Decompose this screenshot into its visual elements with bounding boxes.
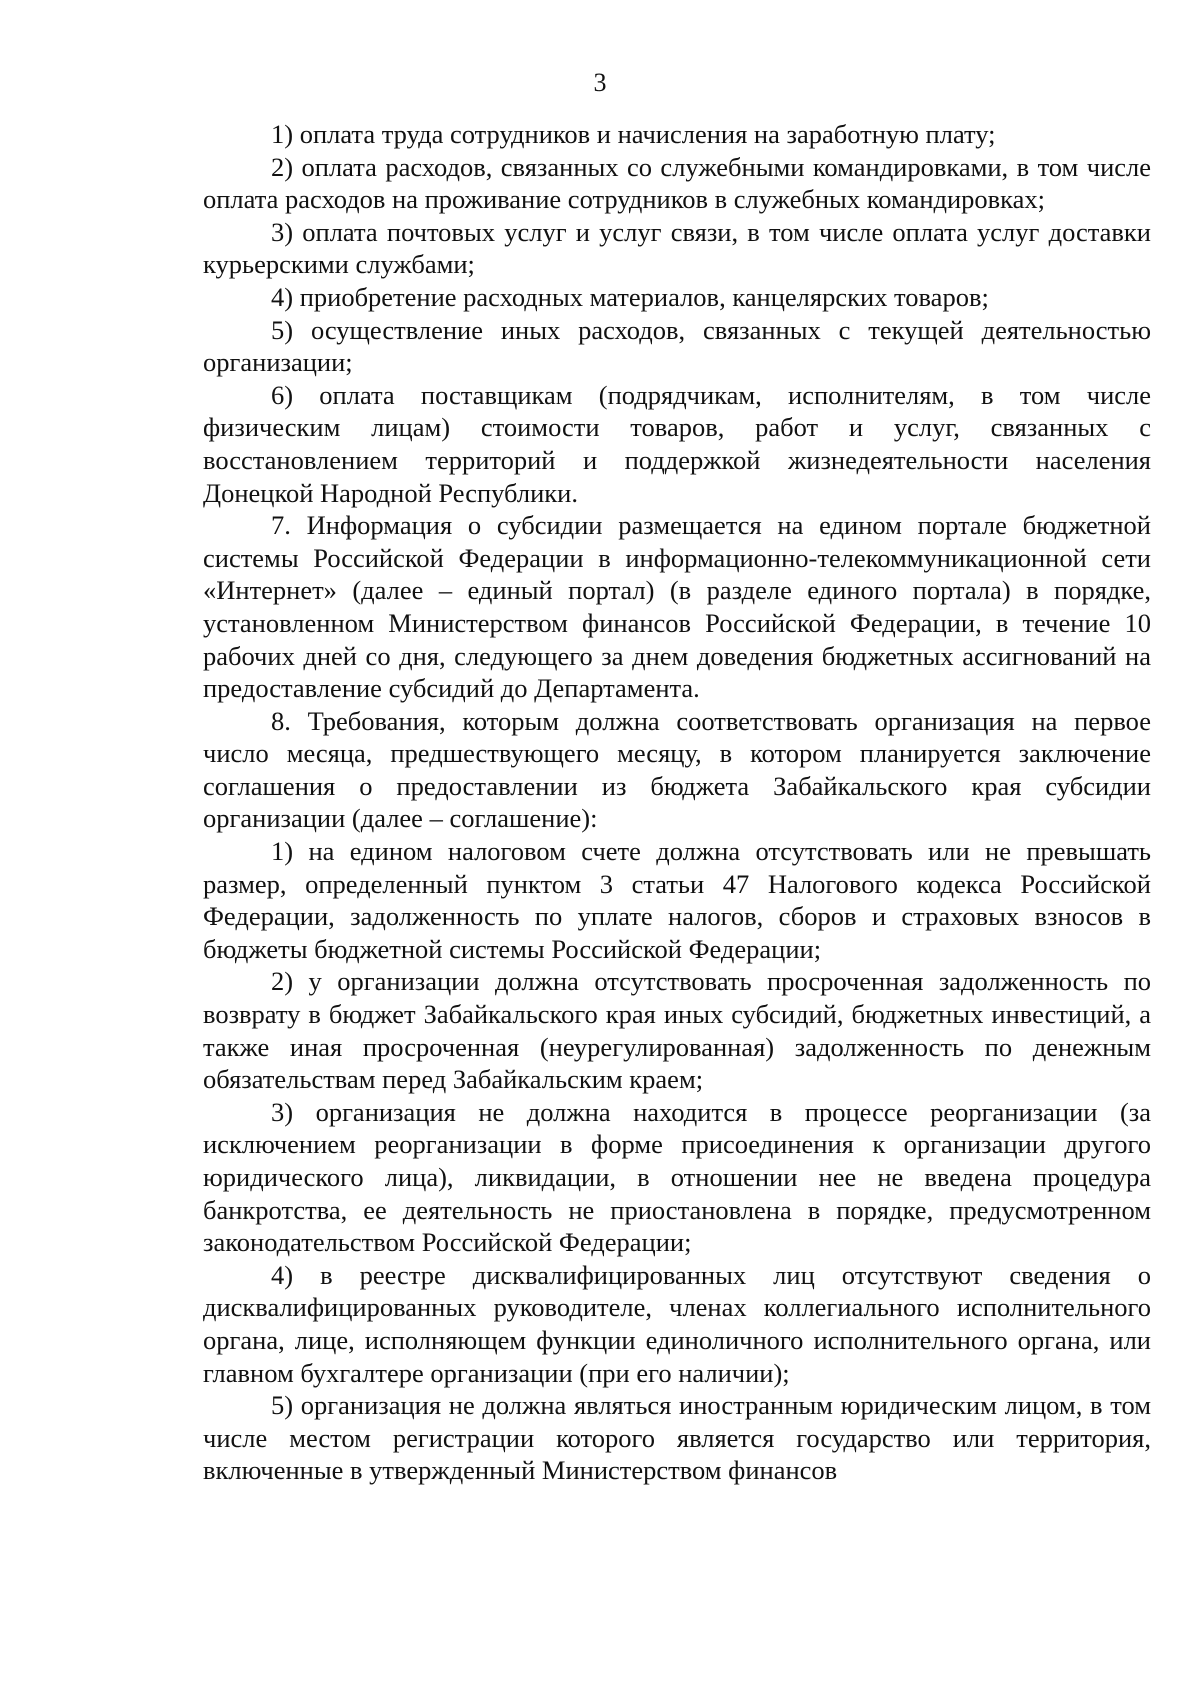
- paragraph-requirement-1: 1) на едином налоговом счете должна отсутствовать или не превышать размер, определенный пунктом 3 статьи 47 Налогового кодекса Российской Федерации, задолженность по уплате налогов, сборов и страховых взносов в бюджеты бюджетной системы Российской Федерации;: [203, 836, 1151, 964]
- document-body: [203, 118, 1151, 1487]
- paragraph-requirement-2: 2) у организации должна отсутствовать просроченная задолженность по возврату в бюджет Забайкальского края иных субсидий, бюджетных инвестиций, а также иная просроченная (неурегулированная) задолженность по денежным обязательствам перед Забайкальским краем;: [203, 966, 1151, 1095]
- page-number: 3: [593, 68, 607, 97]
- paragraph-clause-7: 7. Информация о субсидии размещается на едином портале бюджетной системы Российской Федерации в информационно-телекоммуникационной сети «Интернет» (далее – единый портал) (в разделе единого портала) в порядке, установленном Министерством финансов Российской Федерации, в течение 10 рабочих дней со дня, следующего за днем доведения бюджетных ассигнований на предоставление субсидий до Департамента.: [203, 510, 1151, 704]
- paragraph-requirement-5: 5) организация не должна являться иностранным юридическим лицом, в том числе местом регистрации которого является государство или территория, включенные в утвержденный Министерством финансов: [203, 1390, 1151, 1486]
- paragraph-item-1: 1) оплата труда сотрудников и начисления на заработную плату;: [271, 119, 996, 149]
- paragraph-requirement-3: 3) организация не должна находится в процессе реорганизации (за исключением реорганизации в форме присоединения к организации другого юридического лица), ликвидации, в отношении нее не введена процедура банкротства, ее деятельность не приостановлена в порядке, предусмотренном законодательством Российской Федерации;: [203, 1096, 1151, 1258]
- paragraph-item-6: 6) оплата поставщикам (подрядчикам, исполнителям, в том числе физическим лицам) стоимости товаров, работ и услуг, связанных с восстановлением территорий и поддержкой жизнедеятельности населения Донецкой Народной Республики.: [203, 379, 1151, 508]
- paragraph-requirement-4: 4) в реестре дисквалифицированных лиц отсутствуют сведения о дисквалифицированных руководителе, членах коллегиального исполнительного органа, лице, исполняющем функции единоличного исполнительного органа, или главном бухгалтере организации (при его наличии);: [203, 1259, 1151, 1388]
- paragraph-item-4: 4) приобретение расходных материалов, канцелярских товаров;: [271, 281, 989, 312]
- paragraph-item-5: 5) осуществление иных расходов, связанных с текущей деятельностью организации;: [203, 314, 1151, 378]
- paragraph-item-2: 2) оплата расходов, связанных со служебными командировками, в том числе оплата расходов на проживание сотрудников в служебных командировках;: [203, 151, 1151, 215]
- paragraph-item-3: 3) оплата почтовых услуг и услуг связи, в том числе оплата услуг доставки курьерскими службами;: [203, 216, 1151, 280]
- paragraph-clause-8: 8. Требования, которым должна соответствовать организация на первое число месяца, предшествующего месяцу, в котором планируется заключение соглашения о предоставлении из бюджета Забайкальского края субсидии организации (далее – соглашение):: [203, 705, 1151, 834]
